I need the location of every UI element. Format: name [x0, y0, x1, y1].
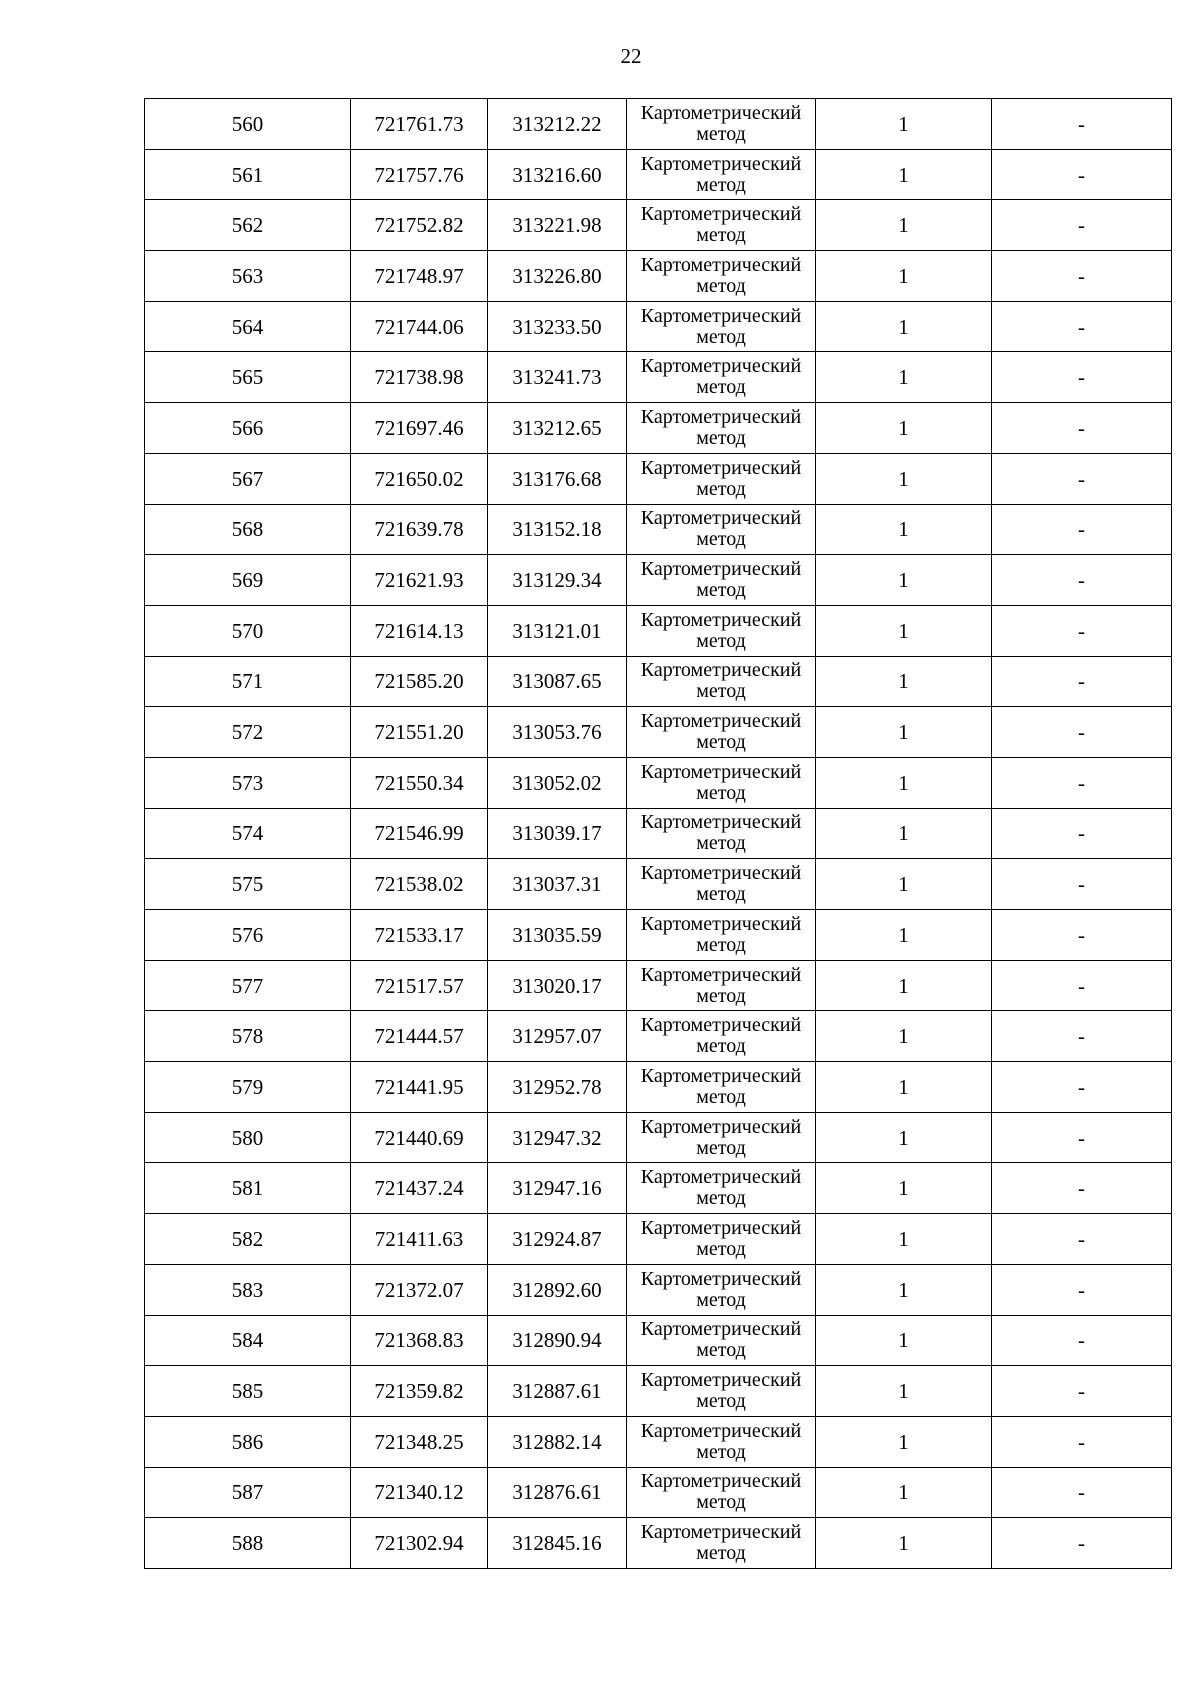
note-cell: -	[992, 1315, 1172, 1366]
point-number-cell: 568	[145, 504, 351, 555]
table-row	[145, 555, 1172, 606]
method-cell: Картометрический метод	[627, 504, 816, 555]
coordinates-table	[144, 98, 1172, 1569]
table-row	[145, 707, 1172, 758]
accuracy-cell: 1	[816, 1467, 992, 1518]
x-coordinate-cell: 721440.69	[351, 1112, 488, 1163]
method-cell: Картометрический метод	[627, 1112, 816, 1163]
accuracy-cell: 1	[816, 910, 992, 961]
table-row	[145, 1467, 1172, 1518]
table-row	[145, 656, 1172, 707]
table-body	[145, 99, 1172, 1569]
note-cell: -	[992, 1467, 1172, 1518]
note-cell: -	[992, 301, 1172, 352]
table-row	[145, 1416, 1172, 1467]
y-coordinate-cell: 312845.16	[488, 1518, 627, 1569]
point-number-cell: 578	[145, 1011, 351, 1062]
table-row	[145, 1163, 1172, 1214]
y-coordinate-cell: 313129.34	[488, 555, 627, 606]
table-row	[145, 99, 1172, 150]
x-coordinate-cell: 721761.73	[351, 99, 488, 150]
table-row	[145, 1112, 1172, 1163]
point-number-cell: 560	[145, 99, 351, 150]
note-cell: -	[992, 757, 1172, 808]
x-coordinate-cell: 721744.06	[351, 301, 488, 352]
table-row	[145, 910, 1172, 961]
method-cell: Картометрический метод	[627, 200, 816, 251]
method-cell: Картометрический метод	[627, 1315, 816, 1366]
note-cell: -	[992, 1112, 1172, 1163]
y-coordinate-cell: 313216.60	[488, 149, 627, 200]
y-coordinate-cell: 312947.16	[488, 1163, 627, 1214]
accuracy-cell: 1	[816, 301, 992, 352]
point-number-cell: 581	[145, 1163, 351, 1214]
x-coordinate-cell: 721550.34	[351, 757, 488, 808]
accuracy-cell: 1	[816, 656, 992, 707]
method-cell: Картометрический метод	[627, 99, 816, 150]
point-number-cell: 588	[145, 1518, 351, 1569]
x-coordinate-cell: 721517.57	[351, 960, 488, 1011]
point-number-cell: 565	[145, 352, 351, 403]
x-coordinate-cell: 721533.17	[351, 910, 488, 961]
point-number-cell: 586	[145, 1416, 351, 1467]
x-coordinate-cell: 721614.13	[351, 605, 488, 656]
y-coordinate-cell: 313152.18	[488, 504, 627, 555]
x-coordinate-cell: 721621.93	[351, 555, 488, 606]
note-cell: -	[992, 251, 1172, 302]
point-number-cell: 573	[145, 757, 351, 808]
y-coordinate-cell: 312952.78	[488, 1062, 627, 1113]
accuracy-cell: 1	[816, 251, 992, 302]
x-coordinate-cell: 721359.82	[351, 1366, 488, 1417]
table-row	[145, 504, 1172, 555]
accuracy-cell: 1	[816, 1011, 992, 1062]
note-cell: -	[992, 960, 1172, 1011]
note-cell: -	[992, 555, 1172, 606]
method-cell: Картометрический метод	[627, 1264, 816, 1315]
y-coordinate-cell: 312876.61	[488, 1467, 627, 1518]
accuracy-cell: 1	[816, 1264, 992, 1315]
y-coordinate-cell: 313037.31	[488, 859, 627, 910]
method-cell: Картометрический метод	[627, 1214, 816, 1265]
accuracy-cell: 1	[816, 1518, 992, 1569]
point-number-cell: 579	[145, 1062, 351, 1113]
note-cell: -	[992, 99, 1172, 150]
note-cell: -	[992, 1264, 1172, 1315]
x-coordinate-cell: 721348.25	[351, 1416, 488, 1467]
method-cell: Картометрический метод	[627, 1416, 816, 1467]
table-row	[145, 960, 1172, 1011]
point-number-cell: 569	[145, 555, 351, 606]
y-coordinate-cell: 313212.65	[488, 403, 627, 454]
point-number-cell: 563	[145, 251, 351, 302]
accuracy-cell: 1	[816, 808, 992, 859]
x-coordinate-cell: 721340.12	[351, 1467, 488, 1518]
note-cell: -	[992, 1416, 1172, 1467]
method-cell: Картометрический метод	[627, 1163, 816, 1214]
method-cell: Картометрический метод	[627, 1366, 816, 1417]
x-coordinate-cell: 721437.24	[351, 1163, 488, 1214]
method-cell: Картометрический метод	[627, 251, 816, 302]
table-row	[145, 301, 1172, 352]
x-coordinate-cell: 721551.20	[351, 707, 488, 758]
accuracy-cell: 1	[816, 352, 992, 403]
y-coordinate-cell: 312892.60	[488, 1264, 627, 1315]
method-cell: Картометрический метод	[627, 757, 816, 808]
accuracy-cell: 1	[816, 1416, 992, 1467]
point-number-cell: 584	[145, 1315, 351, 1366]
x-coordinate-cell: 721411.63	[351, 1214, 488, 1265]
note-cell: -	[992, 808, 1172, 859]
y-coordinate-cell: 313233.50	[488, 301, 627, 352]
y-coordinate-cell: 313221.98	[488, 200, 627, 251]
note-cell: -	[992, 200, 1172, 251]
point-number-cell: 567	[145, 453, 351, 504]
x-coordinate-cell: 721585.20	[351, 656, 488, 707]
table-row	[145, 1011, 1172, 1062]
method-cell: Картометрический метод	[627, 1518, 816, 1569]
accuracy-cell: 1	[816, 504, 992, 555]
note-cell: -	[992, 707, 1172, 758]
method-cell: Картометрический метод	[627, 605, 816, 656]
method-cell: Картометрический метод	[627, 301, 816, 352]
x-coordinate-cell: 721697.46	[351, 403, 488, 454]
accuracy-cell: 1	[816, 1112, 992, 1163]
y-coordinate-cell: 312957.07	[488, 1011, 627, 1062]
method-cell: Картометрический метод	[627, 656, 816, 707]
x-coordinate-cell: 721757.76	[351, 149, 488, 200]
method-cell: Картометрический метод	[627, 1467, 816, 1518]
method-cell: Картометрический метод	[627, 859, 816, 910]
note-cell: -	[992, 1518, 1172, 1569]
accuracy-cell: 1	[816, 403, 992, 454]
x-coordinate-cell: 721372.07	[351, 1264, 488, 1315]
accuracy-cell: 1	[816, 200, 992, 251]
accuracy-cell: 1	[816, 707, 992, 758]
point-number-cell: 574	[145, 808, 351, 859]
y-coordinate-cell: 313039.17	[488, 808, 627, 859]
table-row	[145, 352, 1172, 403]
point-number-cell: 582	[145, 1214, 351, 1265]
y-coordinate-cell: 313087.65	[488, 656, 627, 707]
accuracy-cell: 1	[816, 1062, 992, 1113]
y-coordinate-cell: 312947.32	[488, 1112, 627, 1163]
method-cell: Картометрический метод	[627, 403, 816, 454]
method-cell: Картометрический метод	[627, 453, 816, 504]
table-row	[145, 1315, 1172, 1366]
y-coordinate-cell: 313241.73	[488, 352, 627, 403]
note-cell: -	[992, 910, 1172, 961]
method-cell: Картометрический метод	[627, 1062, 816, 1113]
point-number-cell: 562	[145, 200, 351, 251]
accuracy-cell: 1	[816, 960, 992, 1011]
method-cell: Картометрический метод	[627, 808, 816, 859]
y-coordinate-cell: 313035.59	[488, 910, 627, 961]
note-cell: -	[992, 453, 1172, 504]
accuracy-cell: 1	[816, 555, 992, 606]
point-number-cell: 576	[145, 910, 351, 961]
accuracy-cell: 1	[816, 453, 992, 504]
point-number-cell: 585	[145, 1366, 351, 1417]
note-cell: -	[992, 1011, 1172, 1062]
point-number-cell: 566	[145, 403, 351, 454]
table-row	[145, 605, 1172, 656]
point-number-cell: 571	[145, 656, 351, 707]
y-coordinate-cell: 313212.22	[488, 99, 627, 150]
y-coordinate-cell: 312882.14	[488, 1416, 627, 1467]
accuracy-cell: 1	[816, 1214, 992, 1265]
x-coordinate-cell: 721752.82	[351, 200, 488, 251]
x-coordinate-cell: 721441.95	[351, 1062, 488, 1113]
y-coordinate-cell: 312890.94	[488, 1315, 627, 1366]
y-coordinate-cell: 312924.87	[488, 1214, 627, 1265]
note-cell: -	[992, 1163, 1172, 1214]
point-number-cell: 561	[145, 149, 351, 200]
method-cell: Картометрический метод	[627, 1011, 816, 1062]
accuracy-cell: 1	[816, 757, 992, 808]
table-row	[145, 1518, 1172, 1569]
table-row	[145, 403, 1172, 454]
note-cell: -	[992, 1062, 1172, 1113]
accuracy-cell: 1	[816, 605, 992, 656]
x-coordinate-cell: 721368.83	[351, 1315, 488, 1366]
point-number-cell: 564	[145, 301, 351, 352]
table-row	[145, 1366, 1172, 1417]
point-number-cell: 583	[145, 1264, 351, 1315]
note-cell: -	[992, 656, 1172, 707]
method-cell: Картометрический метод	[627, 910, 816, 961]
y-coordinate-cell: 313121.01	[488, 605, 627, 656]
point-number-cell: 580	[145, 1112, 351, 1163]
table-row	[145, 1062, 1172, 1113]
point-number-cell: 570	[145, 605, 351, 656]
accuracy-cell: 1	[816, 1315, 992, 1366]
point-number-cell: 575	[145, 859, 351, 910]
table-row	[145, 859, 1172, 910]
y-coordinate-cell: 313053.76	[488, 707, 627, 758]
table-row	[145, 1214, 1172, 1265]
y-coordinate-cell: 313226.80	[488, 251, 627, 302]
table-row	[145, 757, 1172, 808]
accuracy-cell: 1	[816, 99, 992, 150]
note-cell: -	[992, 1366, 1172, 1417]
y-coordinate-cell: 313176.68	[488, 453, 627, 504]
x-coordinate-cell: 721444.57	[351, 1011, 488, 1062]
note-cell: -	[992, 859, 1172, 910]
method-cell: Картометрический метод	[627, 960, 816, 1011]
table-row	[145, 1264, 1172, 1315]
table-row	[145, 149, 1172, 200]
table-row	[145, 251, 1172, 302]
point-number-cell: 587	[145, 1467, 351, 1518]
y-coordinate-cell: 313052.02	[488, 757, 627, 808]
x-coordinate-cell: 721546.99	[351, 808, 488, 859]
note-cell: -	[992, 352, 1172, 403]
method-cell: Картометрический метод	[627, 707, 816, 758]
table-row	[145, 453, 1172, 504]
accuracy-cell: 1	[816, 1163, 992, 1214]
point-number-cell: 577	[145, 960, 351, 1011]
accuracy-cell: 1	[816, 149, 992, 200]
table-row	[145, 808, 1172, 859]
point-number-cell: 572	[145, 707, 351, 758]
y-coordinate-cell: 313020.17	[488, 960, 627, 1011]
note-cell: -	[992, 403, 1172, 454]
x-coordinate-cell: 721302.94	[351, 1518, 488, 1569]
method-cell: Картометрический метод	[627, 352, 816, 403]
note-cell: -	[992, 149, 1172, 200]
accuracy-cell: 1	[816, 859, 992, 910]
note-cell: -	[992, 504, 1172, 555]
note-cell: -	[992, 605, 1172, 656]
page-number: 22	[620, 44, 642, 68]
y-coordinate-cell: 312887.61	[488, 1366, 627, 1417]
method-cell: Картометрический метод	[627, 149, 816, 200]
note-cell: -	[992, 1214, 1172, 1265]
x-coordinate-cell: 721738.98	[351, 352, 488, 403]
method-cell: Картометрический метод	[627, 555, 816, 606]
x-coordinate-cell: 721650.02	[351, 453, 488, 504]
accuracy-cell: 1	[816, 1366, 992, 1417]
table-row	[145, 200, 1172, 251]
x-coordinate-cell: 721748.97	[351, 251, 488, 302]
x-coordinate-cell: 721538.02	[351, 859, 488, 910]
x-coordinate-cell: 721639.78	[351, 504, 488, 555]
